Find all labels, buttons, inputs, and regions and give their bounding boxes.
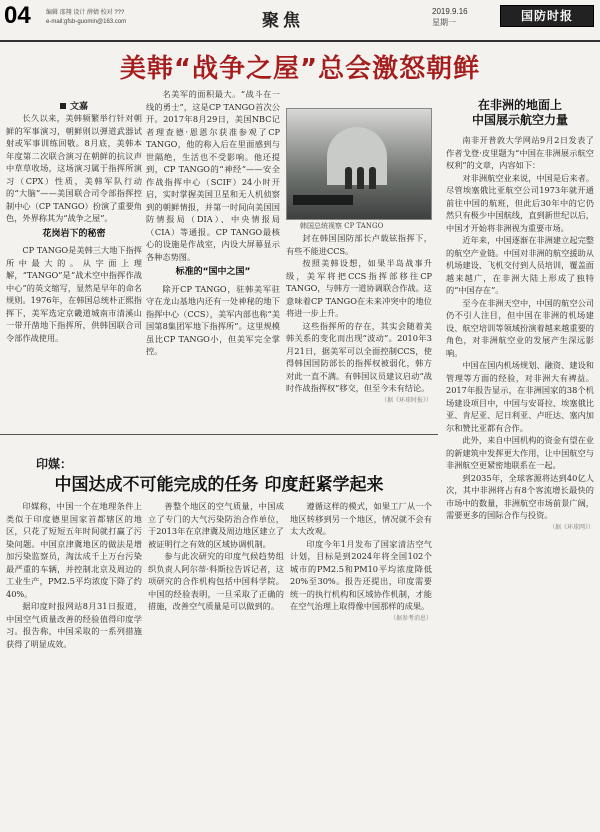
lead-col3-p3: 这些指挥所的存在，其实会随着美韩关系的变化而出现“波动”。2010年3月21日，据美军可以全面控制CCS，使得韩国国防部长的指挥权被弱化，韩方对此一直不满。有韩国议员建议启动“战时作战指挥权”移交，但至今未有结论。 [286,320,432,393]
bottom-col3-p2: 印度今年1月发布了国家清洁空气计划，目标是到2024年将全国102个城市的PM2.5和PM10平均浓度降低20%至30%。报告还提出，印度需要统一的执行机构和区域协作机制，才能在空气治理上取得像中国那样的成果。 [290,538,432,611]
lead-headline: 美韩“战争之屋”总会激怒朝鲜 [119,54,481,84]
right-p2: 对非洲航空业来说，中国是后来者。尽管埃塞俄比亚航空公司1973年就开通前往中国的航班，但此后30年中的它仍然只有极少中国航线，直到新世纪以后，中国才开始将非洲视为重要市场。 [446,172,594,233]
lead-column-1 [6,112,142,430]
byline-square-icon [60,103,66,109]
right-p1: 南非开普敦大学网站9月2日发表了作者戈登·皮里题为“中国在非洲展示航空权利”的文章，内容如下： [446,135,594,170]
lead-column-3 [286,232,432,430]
right-p5: 中国在国内机场规划、融资、建设和管理等方面的经验，对非洲大有裨益。2017年报告显示，在非洲国家的38个机场建设项目中，中国与安哥拉、埃塞俄比亚、肯尼亚、尼日利亚、卢旺达、塞内加尔和赞比亚都有合作。 [446,360,594,433]
section-title: 聚焦 [262,11,304,31]
bottom-column-3 [290,500,432,826]
section-divider [0,434,438,435]
lead-col1-p2: CP TANGO是美韩三大地下指挥所中最大的。从字面上理解，“TANGO”是“战术空中指挥作战中心”的英文缩写，显然是早年的命名规则。1976年，在韩国总统朴正熙指挥下，美军选定京畿道城南市清溪山一带开凿地下指挥所，供韩国联合司令部作战使用。 [6,245,142,343]
bottom-col1-p2: 据印度时报网站8月31日报道，中国空气质量改善的经验值得印度学习。报告称，中国采取的一系列措施获得了明显成效。 [6,601,142,649]
right-article-title [440,98,600,128]
weekday-text: 星期一 [432,18,456,27]
bottom-column-1 [6,500,142,826]
lead-col2-p1: 名美军的面积最大。“战斗在一线的勇士”，这是CP TANGO首次公开。2017年8月29日，美国NBC记者理查德·恩恩尔获准参观了CP TANGO，他的称入后在里面感到与世隔绝，生活也不受影响。他还提到，CP TANGO的“神经”——安全作战指挥中心（SCIF）24小时开启，实时掌握美国卫星和无人机侦察到的朝鲜情报，并第一时间向美国国防情报局（DIA）、中央情报局（CIA）等通报。CP TANGO最核心的设施是作战室，内设大屏幕显示各种态势图。 [146,89,280,262]
right-title-line1: 在非洲的地面上 [477,98,562,112]
right-p4: 至今在非洲天空中，中国的航空公司仍不引人注目，但中国在非洲的机场建设、航空培训等领域扮演着越来越重要的角色，对非洲航空业的发展产生深远影响。 [446,297,594,358]
photo-sign [293,195,353,205]
person-figure [369,167,376,189]
bottom-col2-p1: 善整个地区的空气质量，中国成立了专门的大气污染防治合作单位，于2013年在京津冀及周边地区建立了被证明行之有效的区域协调机制。 [148,501,284,549]
lead-col1-p1: 长久以来，美韩频繁举行针对朝鲜的军事演习，朝鲜则以弹道武器试射或军事训练回敬。8月底，美韩本年度第二次联合演习在朝鲜的抗议声中草草收场，这场演习属于指挥所演习（CPX）性质，美韩军队行动的“大脑”——美国联合司令部指挥控制中心（CP TANGO）扮演了重要角色，外界称其为“战争之屋”。 [6,113,142,223]
lead-photo [286,108,432,220]
editor-email: e-mail:gfsb-guomin@163.com [46,19,127,25]
right-title-line2: 中国展示航空力量 [471,113,568,127]
right-p7: 到2035年，全球客源将达到40亿人次，其中非洲将占有8个客流增长最快的市场中的数量，非洲航空市场前景广阔，需要更多的国际合作与投资。 [446,472,594,520]
bottom-col1-p1: 印媒称，中国一个在地理条件上类似于印度德里国家首都辖区的地区，只花了短短五年时间就打赢了污染问题。中国京津冀地区的做法是增加污染监察员，淘汰成千上万台污染最严重的车辆，并控制北京及周边的工业生产，PM2.5平均浓度下降了约40%。 [6,501,142,599]
lead-column-2 [146,88,280,430]
date-text: 2019.9.16 [432,7,468,16]
lead-subhead-2: 标准的“国中之国” [175,267,251,277]
page-number: 04 [4,2,31,29]
masthead-logo: 国防时报 [500,5,594,27]
bottom-col3-p1: 遵循这样的模式，如果工厂从一个地区转移到另一个地区，情况就不会有太大改观。 [290,501,432,536]
lead-byline [60,99,88,112]
lead-credit: （据《环球时报》） [380,396,432,404]
page-header [0,0,600,42]
person-figure [357,167,364,189]
right-credit: （据《环球网》） [548,523,594,531]
byline-author: 文嘉 [70,102,89,112]
right-p3: 近年来，中国逐渐在非洲建立起完整的航空产业链。中国对非洲的航空援助从机场建设、飞机交付到人员培训，覆盖面越来越广，在非洲大陆上形成了独特的“中国存在”。 [446,235,594,295]
bottom-credit: （据参考消息） [389,614,432,622]
lead-col3-p2: 按照美韩设想，如果半岛战事升级，美军将把CCS指挥部移往CP TANGO，与韩方一道协调联合作战。这意味着CP TANGO在未来冲突中的地位将进一步上升。 [286,258,432,318]
right-p6: 此外，来自中国机构的资金有望在业的新建筑中发挥更大作用，让中国航空与非洲航空更紧密地联系在一起。 [446,435,594,470]
bottom-headline: 中国达成不可能完成的任务 印度赶紧学起来 [54,475,384,495]
editor-names: 编辑 邵翔 设计 薛婧 校对 ??? [46,10,125,16]
issue-date [432,6,468,28]
editor-info [46,9,126,27]
bottom-col2-p2: 参与此次研究的印度气候趋势组织负责人阿尔蒂·科斯拉告诉记者，这项研究的合作机构包括中国科学院。中国的经验表明，一旦采取了正确的措施，改善空气质量是可以做到的。 [148,551,284,611]
lead-col2-p2: 除开CP TANGO，驻韩美军驻守在龙山基地内还有一处神秘的地下指挥中心（CCS），美军内部也称“美国第8集团军地下指挥所”。这里规模虽比CP TANGO小，但美军完全掌控。 [146,283,280,356]
photo-caption: 韩国总统视察 CP TANGO [300,222,384,230]
right-article-body [446,134,594,824]
person-figure [345,167,352,189]
lead-subhead-1: 花岗岩下的秘密 [42,228,106,239]
lead-col3-p1: 封在韩国国防部长卢载铉指挥下，有些不能进CCS。 [286,233,432,256]
bottom-kicker: 印媒： [36,457,73,471]
bottom-column-2 [148,500,284,826]
